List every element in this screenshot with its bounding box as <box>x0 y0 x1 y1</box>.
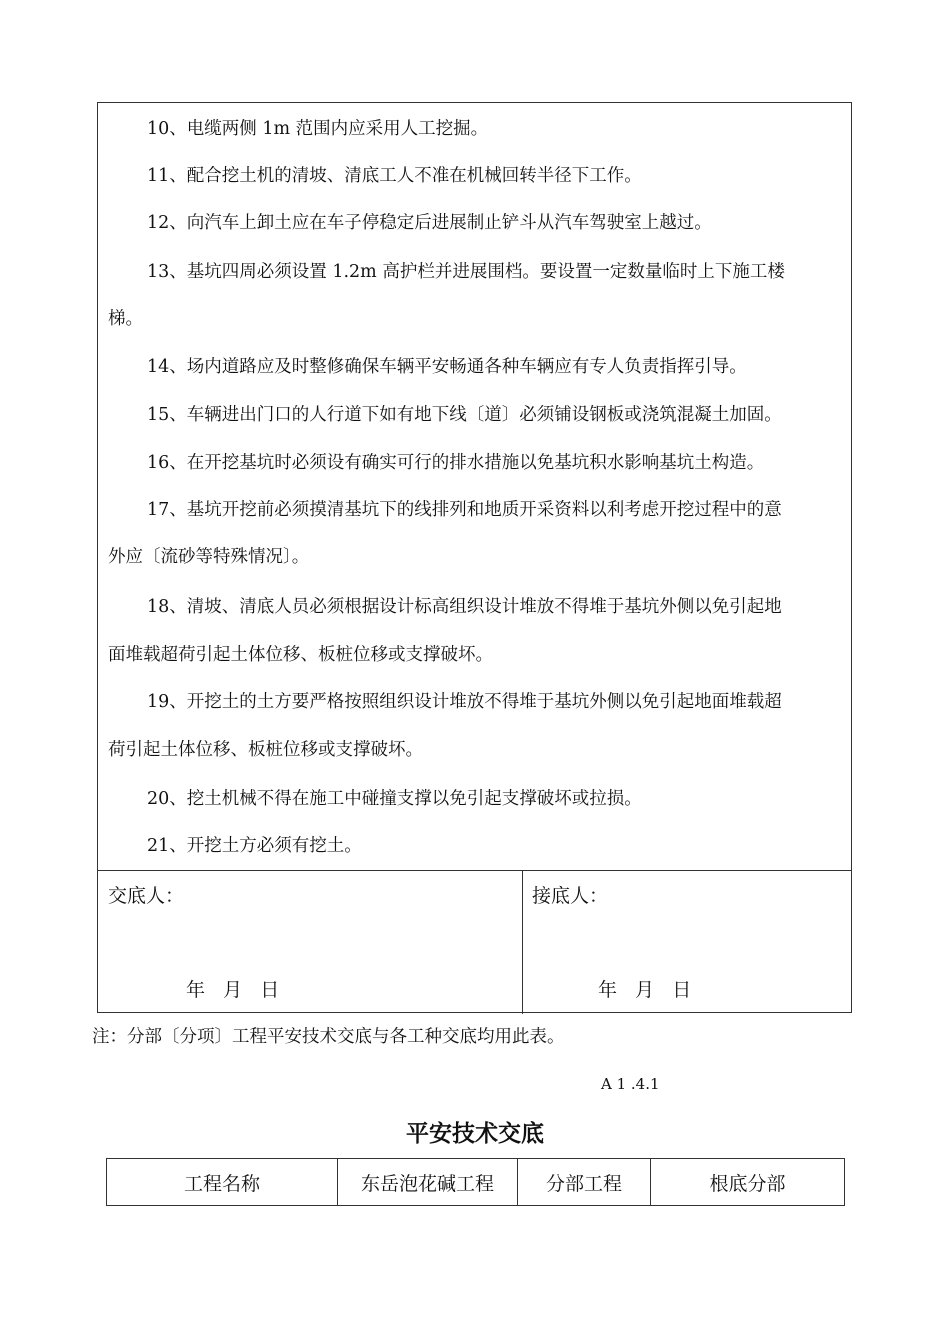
list-item: 19、开挖土的土方要严格按照组织设计堆放不得堆于基坑外侧以免引起地面堆载超 <box>147 692 782 712</box>
page-title: 平安技术交底 <box>406 1121 544 1147</box>
list-item: 10、电缆两侧 1m 范围内应采用人工挖掘。 <box>147 119 489 139</box>
list-item: 15、车辆进出门口的人行道下如有地下线〔道〕必须铺设钢板或浇筑混凝土加固。 <box>147 405 782 425</box>
list-item: 17、基坑开挖前必须摸清基坑下的线排列和地质开采资料以利考虑开挖过程中的意 <box>147 500 782 520</box>
project-name-label: 工程名称 <box>107 1159 338 1205</box>
footnote: 注：分部〔分项〕工程平安技术交底与各工种交底均用此表。 <box>92 1027 565 1047</box>
receiver-date: 年 月 日 <box>598 979 692 1001</box>
list-item: 18、清坡、清底人员必须根据设计标高组织设计堆放不得堆于基坑外侧以免引起地 <box>147 597 782 617</box>
project-info-table <box>106 1158 845 1206</box>
project-name-value: 东岳泡花碱工程 <box>338 1159 518 1205</box>
signature-row <box>98 870 851 1014</box>
list-item: 外应〔流砂等特殊情况〕。 <box>108 547 310 567</box>
list-item: 13、基坑四周必须设置 1.2m 高护栏并进展围档。要设置一定数量临时上下施工楼 <box>147 262 785 282</box>
form-code: A 1 .4.1 <box>601 1075 660 1093</box>
division-label: 分部工程 <box>518 1159 651 1205</box>
list-item: 梯。 <box>108 309 143 329</box>
disclosure-content-table <box>97 102 852 1013</box>
safety-items <box>98 103 851 870</box>
list-item: 荷引起土体位移、板桩位移或支撑破坏。 <box>108 740 423 760</box>
list-item: 面堆载超荷引起土体位移、板桩位移或支撑破坏。 <box>108 645 493 665</box>
list-item: 16、在开挖基坑时必须设有确实可行的排水措施以免基坑积水影响基坑土构造。 <box>147 453 765 473</box>
list-item: 14、场内道路应及时整修确保车辆平安畅通各种车辆应有专人负责指挥引导。 <box>147 357 747 377</box>
list-item: 11、配合挖土机的清坡、清底工人不准在机械回转半径下工作。 <box>147 166 642 186</box>
receiver-label: 接底人： <box>532 885 609 907</box>
list-item: 21、开挖土方必须有挖土。 <box>147 836 362 856</box>
giver-label: 交底人： <box>108 885 185 907</box>
signature-divider <box>522 871 523 1014</box>
giver-date: 年 月 日 <box>186 979 280 1001</box>
list-item: 20、挖土机械不得在施工中碰撞支撑以免引起支撑破坏或拉损。 <box>147 789 642 809</box>
division-value: 根底分部 <box>709 1172 786 1195</box>
list-item: 12、向汽车上卸土应在车子停稳定后进展制止铲斗从汽车驾驶室上越过。 <box>147 213 712 233</box>
